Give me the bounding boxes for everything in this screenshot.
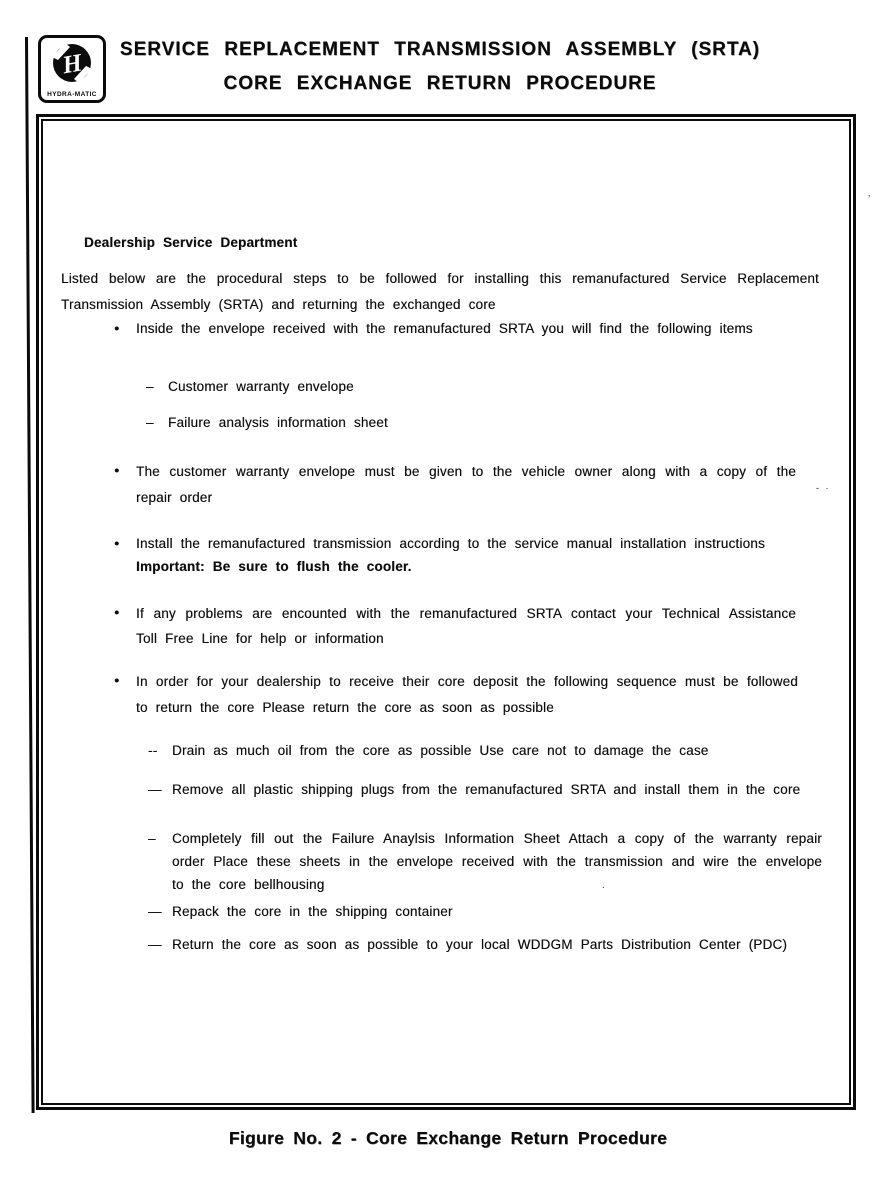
list-item-text: Customer warranty envelope xyxy=(168,379,354,394)
list-item xyxy=(114,317,792,340)
page-border-left xyxy=(25,37,35,1113)
bullet-icon: ● xyxy=(114,323,120,333)
logo-caption: HYDRA-MATIC xyxy=(47,91,97,98)
dash-icon: – xyxy=(146,379,154,394)
list-item xyxy=(148,739,708,762)
list-item-text: Install the remanufactured transmission according to the service manual installation instructions xyxy=(136,536,765,551)
list-item-text: Inside the envelope received with the remanufactured SRTA you will find the following items xyxy=(136,321,753,336)
list-item xyxy=(114,601,796,651)
list-item-text: Remove all plastic shipping plugs from the remanufactured SRTA and install them in the core xyxy=(172,782,801,797)
important-note: Important: Be sure to flush the cooler. xyxy=(136,559,412,574)
document-title xyxy=(40,33,840,101)
dash-icon: — xyxy=(148,782,162,797)
scan-artifact: . xyxy=(602,880,605,891)
bullet-icon: ● xyxy=(114,675,120,685)
list-item xyxy=(148,933,787,956)
bullet-icon: ● xyxy=(114,465,120,475)
dash-icon: — xyxy=(148,904,162,919)
list-item-text: Repack the core in the shipping container xyxy=(172,904,453,919)
dash-icon: – xyxy=(146,415,154,430)
list-item xyxy=(148,778,820,801)
list-item-text: Return the core as soon as possible to your local WDDGM Parts Distribution Center (PDC) xyxy=(172,937,788,952)
dash-icon: -- xyxy=(148,743,158,758)
section-heading: Dealership Service Department xyxy=(84,235,298,250)
dash-icon: – xyxy=(148,831,156,846)
bullet-icon: ● xyxy=(114,607,120,617)
list-item-text: The customer warranty envelope must be given to the vehicle owner along with a copy of the repair order xyxy=(136,464,796,505)
scan-artifact: - · xyxy=(816,483,831,493)
list-item xyxy=(114,669,798,721)
list-item-text: In order for your dealership to receive their core deposit the following sequence must be followed to return the core Please return the core as soon as possible xyxy=(136,674,798,715)
list-item-text: Failure analysis information sheet xyxy=(168,415,388,430)
title-line-1: SERVICE REPLACEMENT TRANSMISSION ASSEMBLY (SRTA) xyxy=(119,39,761,60)
scan-artifact: ’ xyxy=(868,194,871,205)
dash-icon: — xyxy=(148,937,162,952)
bullet-icon: ● xyxy=(114,538,120,548)
list-item xyxy=(146,411,388,434)
intro-paragraph: Listed below are the procedural steps to be followed for installing this remanufactured Service Replacement Transmission Assembly (SRTA) and returning the exchanged core xyxy=(61,271,819,312)
list-item-text: Drain as much oil from the core as possible Use care not to damage the case xyxy=(172,743,709,758)
title-line-2: CORE EXCHANGE RETURN PROCEDURE xyxy=(223,73,657,94)
list-item-text: Completely fill out the Failure Anaylsis Information Sheet Attach a copy of the warranty repair order Place these sheets in the envelope received with the transmission and wire the envelope to the core bellhousing xyxy=(172,831,822,892)
list-item xyxy=(148,900,453,923)
list-item xyxy=(148,827,822,896)
figure-caption: Figure No. 2 - Core Exchange Return Procedure xyxy=(228,1128,668,1148)
list-item-text: If any problems are encounted with the remanufactured SRTA contact your Technical Assistance Toll Free Line for help or information xyxy=(136,606,796,646)
list-item xyxy=(146,375,354,398)
list-item xyxy=(114,532,796,578)
svg-text:H: H xyxy=(60,49,85,80)
list-item xyxy=(114,459,796,511)
